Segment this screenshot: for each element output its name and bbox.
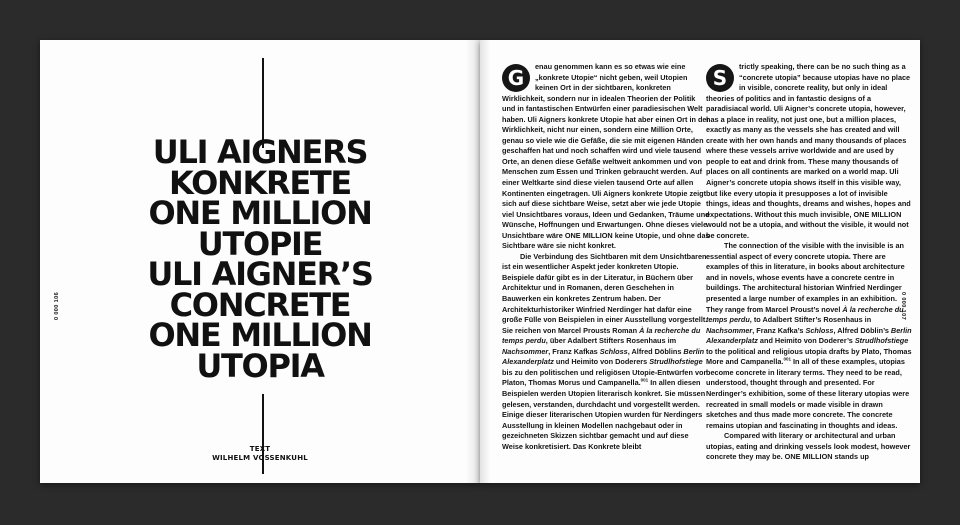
left-page — [40, 40, 480, 483]
credit-role: TEXT — [249, 445, 271, 453]
text-run: The connection of the visible with the invisible is an essential aspect of every concrete utopia. There are examples of this in literature, in books about architecture and in novels, whose events have a concrete centre in buildings. The architectural historian Winfried Nerdinger presented a large number of examples in an exhibition. They range from Marcel Proust’s novel — [706, 241, 905, 314]
text-run: In all of these examples, utopias become concrete in literary terms. They need to be read, understood, thought through and presented. For Nerdinger’s exhibition, some of these literary utopias were recreated in small models or made visible in drawn sketches and thus made more concrete. The concrete remains utopian and fascinating in thoughts and ideas. — [706, 357, 910, 430]
english-p1-text: trictly speaking, there can be no such thing as a “concrete utopia” because utopias have no place in visible, concrete reality, but only in ideal theories of politics and in fantastic designs of a paradisiacal world. Uli Aigner’s concrete utopia, however, has a place in reality, not just one, but a million places, exactly as many as the vessels she has created and will create with her own hands and many thousands of places where these vessels arrive worldwide and are used by people to eat and drink from. These many thousands of places on all continents are marked on a world map. Uli Aigner’s concrete utopia shows itself in this visible way, but like every utopia it presupposes a lot of invisible things, ideas and thoughts, dreams and wishes, hopes and expectations. Without this much invisible, ONE MILLION would not be a utopia, and without the visible, it would not be concrete. — [706, 62, 911, 240]
text-run: , to Adalbert Stifter’s Rosenhaus in — [749, 315, 872, 325]
book-title: Berlin Alexanderplatz — [706, 325, 912, 346]
english-paragraph-2 — [706, 241, 912, 431]
title-line: ULI AIGNERS — [152, 133, 368, 171]
english-paragraph-1 — [706, 62, 912, 241]
text-run: , Alfred Döblins — [627, 346, 684, 356]
gutter-shadow — [480, 40, 490, 483]
page-number-left: 0 000 106 — [54, 291, 61, 321]
right-page — [480, 40, 920, 483]
german-text-column — [502, 62, 710, 483]
book-title: Nachsommer — [502, 346, 549, 356]
text-run: , über Adalbert Stifters Rosenhaus im — [545, 336, 677, 346]
book-title: Strudlhofstiege — [649, 357, 703, 367]
dropcap-s: S — [706, 64, 734, 92]
book-title: À la recherche du temps perdu — [706, 304, 904, 325]
book-title: Schloss — [599, 346, 628, 356]
book-title: Schloss — [805, 325, 834, 335]
title-line: UTOPIE — [197, 224, 323, 263]
page-title — [40, 133, 480, 385]
text-run: , Franz Kafkas — [548, 346, 600, 356]
title-line: ONE MILLION — [148, 194, 372, 232]
title-line: CONCRETE — [169, 285, 351, 324]
title-line: KONKRETE — [169, 163, 351, 202]
book-title: À la recherche du temps perdu — [502, 325, 701, 346]
text-run: , Alfred Döblin’s — [833, 325, 891, 335]
footnote-marker: 001 — [640, 377, 649, 383]
text-run: to the political and religious utopia drafts by Plato, Thomas More and Campanella. — [706, 346, 912, 367]
title-line: ONE MILLION — [148, 316, 372, 354]
book-title: Berlin Alexanderplatz — [502, 346, 705, 367]
book-title: Strudlhofstiege — [854, 336, 909, 346]
title-line: ULI AIGNER’S — [147, 255, 373, 293]
text-run: bis zu den politischen und religiösen Utopie-Entwürfen von Platon, Thomas Morus und Campanella. — [502, 367, 708, 388]
english-paragraph-3: Compared with literary or architectural and urban utopias, eating and drinking vessels look modest, however concrete they may be. ONE MILLION stands up — [706, 431, 911, 462]
german-p1-text: enau genommen kann es so etwas wie eine „konkrete Utopie“ nicht geben, weil Utopien keinen Ort in der sichtbaren, konkreten Wirklichkeit, sondern nur in idealen Theorien der Politik und in fantastischen Entwürfen einer paradiesischen Welt haben. Uli Aigners konkrete Utopie hat aber einen Ort in der Wirklichkeit, nicht nur einen, sondern eine Million Orte, genau so viele wie die Gefäße, die sie mit eigenen Händen geschaffen hat und noch schaffen wird und viele tausend Orte, an denen diese Gefäße weltweit ankommen und von Menschen zum Essen und Trinken gebraucht werden. Auf einer Weltkarte sind diese vielen tausend Orte auf allen Kontinenten eingetragen. Uli Aigners konkrete Utopie zeigt sich auf diese sichtbare Weise, setzt aber wie jede Utopie viel Unsichtbares voraus, Ideen und Gedanken, Träume und Wünsche, Hoffnungen und Erwartungen. Ohne dieses viele Unsichtbare wäre ONE MILLION keine Utopie, und ohne das Sichtbare wäre sie nicht konkret. — [502, 62, 710, 251]
dropcap-g: G — [502, 64, 530, 92]
german-paragraph-2 — [502, 252, 710, 452]
text-run: and Heimito von Doderer’s — [757, 336, 855, 346]
text-run: In allen diesen Beispielen werden Utopien literarisch konkret. Sie müssen gelesen, verstanden, durchdacht und vorgestellt werden. Einige dieser literarischen Utopien wurden für Nerdingers Ausstellung in kleinen Modellen nachgebaut oder in gezeichneten Skizzen sichtbar gemacht und auf diese Weise konkretisiert. Das Konkrete bleibt — [502, 378, 706, 451]
text-run: und Heimito von Doderers — [553, 357, 650, 367]
footnote-marker: 001 — [783, 356, 791, 362]
german-paragraph-1 — [502, 62, 710, 252]
text-run: Die Verbindung des Sichtbaren mit dem Unsichtbaren ist ein wesentlicher Aspekt jeder konkreten Utopie. Beispiele dafür gibt es in der Literatur, in Büchern über Architektur und in Romanen, deren Geschehen in Bauwerken ein konkretes Zentrum haben. Der Architekturhistoriker Winfried Nerdinger hat dafür eine große Fülle von Beispielen in einer Ausstellung vorgestellt. Sie reichen von Marcel Prousts Roman — [502, 251, 708, 335]
book-title: Nachsommer — [706, 325, 753, 335]
title-line: UTOPIA — [196, 346, 324, 385]
english-text-column — [706, 62, 912, 483]
page-number-right: 0 000 107 — [899, 291, 906, 321]
text-run: , Franz Kafka’s — [752, 325, 806, 335]
author-name: WILHELM VOSSENKUHL — [212, 454, 308, 462]
